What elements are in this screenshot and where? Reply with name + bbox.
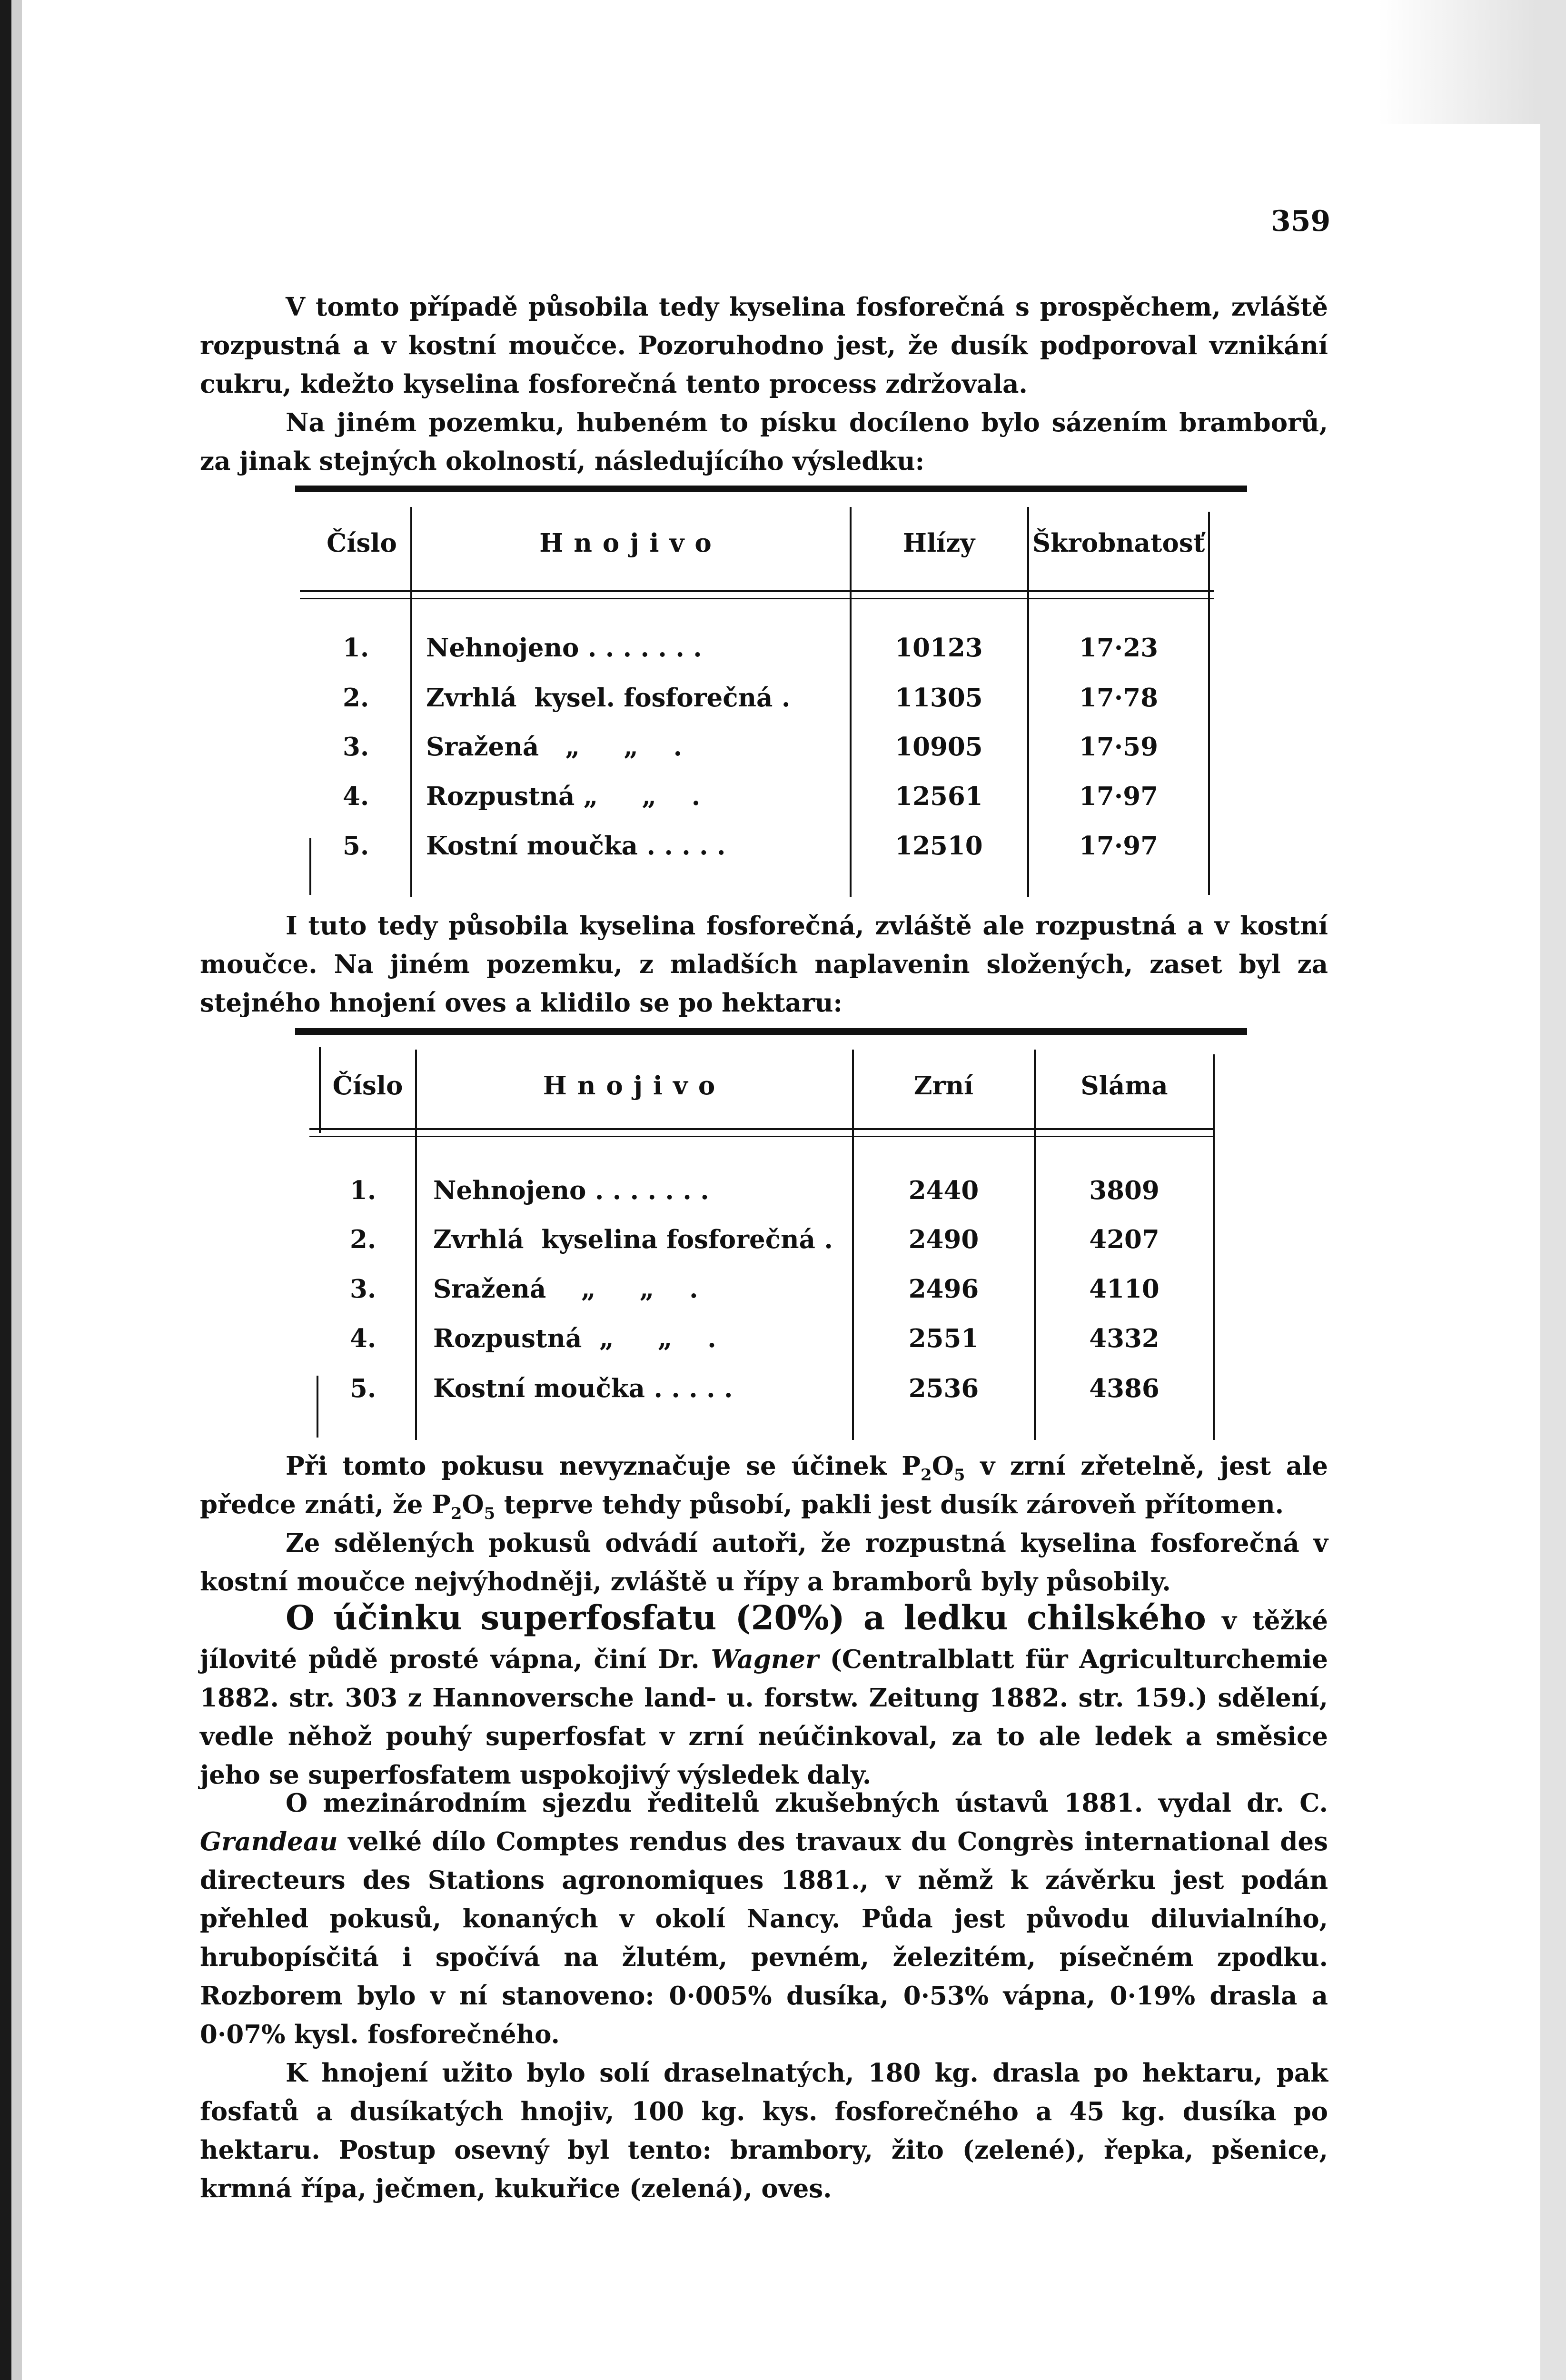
table1-row2-starch: 17·78 bbox=[1079, 683, 1158, 713]
paragraph-4: Při tomto pokusu nevyznačuje se účinek $P_2O_5$ v zrní zřetelně, jest ale předce znáti, že $P_2O_5$ teprve tehdy působí, pakli jest dusík zároveň přítomen. bbox=[200, 1451, 1328, 1523]
table2-row4-name: Rozpustná „ „ . bbox=[433, 1324, 716, 1353]
paragraph-3: I tuto tedy působila kyselina fosforečná, zvláště ale rozpustná a v kostní moučce. Na jiném pozemku, z mladších naplavenin složených, zaset byl za stejného hnojení oves a klidilo se po hektaru: bbox=[200, 911, 1328, 1018]
table1-row3-no: 3. bbox=[343, 732, 369, 762]
table2-row4-grain: 2551 bbox=[908, 1324, 979, 1353]
table1-row3-starch: 17·59 bbox=[1079, 732, 1158, 762]
table1-row1-name: Nehnojeno . . . . . . . bbox=[426, 633, 702, 663]
table2-row3-name: Sražená „ „ . bbox=[433, 1274, 698, 1304]
table2-row5-straw: 4386 bbox=[1089, 1374, 1160, 1403]
paragraph-2: Na jiném pozemku, hubeném to písku docíleno bylo sázením bramborů, za jinak stejných okolností, následujícího výsledku: bbox=[200, 408, 1328, 476]
table2-header-straw: Sláma bbox=[1080, 1071, 1168, 1101]
table2-row2-no: 2. bbox=[350, 1225, 377, 1254]
section-lead-heading: O účinku superfosfatu (20%) a ledku chilského bbox=[286, 1598, 1206, 1637]
table2-row5-grain: 2536 bbox=[908, 1374, 979, 1403]
table2-header-grain: Zrní bbox=[913, 1071, 974, 1101]
table1-header-fertilizer: Hnojivo bbox=[539, 528, 722, 558]
table2-row4-no: 4. bbox=[350, 1324, 377, 1353]
book-spine-shadow bbox=[0, 0, 11, 2380]
table1-row1-starch: 17·23 bbox=[1079, 633, 1158, 663]
table2-row2-grain: 2490 bbox=[908, 1225, 979, 1254]
table1-row4-name: Rozpustná „ „ . bbox=[426, 782, 701, 811]
paragraph-7: O mezinárodním sjezdu ředitelů zkušebných ústavů 1881. vydal dr. C. Grandeau velké dílo Comptes rendus des travaux du Congrès international des directeurs des Stations agronomiques 1881., v němž k závěrku jest podán přehled pokusů, konaných v okolí Nancy. Půda jest původu diluvialního, hrubopísčitá i spočívá na žlutém, pevném, železitém, písečném zpodku. Rozborem bylo v ní stanoveno: 0·005% dusíka, 0·53% vápna, 0·19% drasla a 0·07% kysl. fosforečného. bbox=[200, 1788, 1328, 2049]
table2-row1-straw: 3809 bbox=[1089, 1176, 1160, 1205]
table1-row2-name: Zvrhlá kysel. fosforečná . bbox=[426, 683, 791, 713]
table2-header-number: Číslo bbox=[332, 1071, 403, 1101]
table1-row1-no: 1. bbox=[343, 633, 369, 663]
table2-row3-straw: 4110 bbox=[1089, 1274, 1160, 1304]
table1-row2-no: 2. bbox=[343, 683, 369, 713]
paragraph-1: V tomto případě působila tedy kyselina fosforečná s prospěchem, zvláště rozpustná a v kostní moučce. Pozoruhodno jest, že dusík podporoval vznikání cukru, kdežto kyselina fosforečná tento process zdržovala. bbox=[200, 292, 1328, 399]
table2-row2-straw: 4207 bbox=[1089, 1225, 1160, 1254]
table2-row3-no: 3. bbox=[350, 1274, 377, 1304]
table1-row3-name: Sražená „ „ . bbox=[426, 732, 683, 762]
table2-row1-name: Nehnojeno . . . . . . . bbox=[433, 1176, 709, 1205]
table1-row5-starch: 17·97 bbox=[1079, 831, 1158, 861]
paragraph-5: Ze sdělených pokusů odvádí autoři, že rozpustná kyselina fosforečná v kostní moučce nejvýhodněji, zvláště u řípy a bramborů byly působily. bbox=[200, 1528, 1328, 1597]
table2-row2-name: Zvrhlá kyselina fosforečná . bbox=[433, 1225, 833, 1254]
table1-header-starch: Škrobnatosť bbox=[1032, 528, 1205, 558]
paragraph-6: O účinku superfosfatu (20%) a ledku chilského v těžké jílovité půdě prosté vápna, činí Dr. Wagner (Centralblatt für Agriculturchemie 1882. str. 303 z Hannoversche land- u. forstw. Zeitung 1882. str. 159.) sdělení, vedle něhož pouhý superfosfat v zrní neúčinkoval, za to ale ledek a směsice jeho se superfosfatem uspokojivý výsledek daly. bbox=[200, 1598, 1328, 1790]
page-edge bbox=[1540, 0, 1566, 2380]
table1-row5-name: Kostní moučka . . . . . bbox=[426, 831, 726, 861]
table1-row2-tubers: 11305 bbox=[895, 683, 983, 713]
table1-row5-no: 5. bbox=[343, 831, 369, 861]
table2-row5-name: Kostní moučka . . . . . bbox=[433, 1374, 733, 1403]
table1-row1-tubers: 10123 bbox=[895, 633, 983, 663]
table2-row4-straw: 4332 bbox=[1089, 1324, 1160, 1353]
table1-row4-starch: 17·97 bbox=[1079, 782, 1158, 811]
table2-row5-no: 5. bbox=[350, 1374, 377, 1403]
table2-row3-grain: 2496 bbox=[908, 1274, 979, 1304]
table1-header-number: Číslo bbox=[327, 528, 397, 558]
table2-row1-no: 1. bbox=[350, 1176, 377, 1205]
table1-row5-tubers: 12510 bbox=[895, 831, 983, 861]
table1-row4-no: 4. bbox=[343, 782, 369, 811]
table2-header-fertilizer: Hnojivo bbox=[543, 1071, 726, 1101]
table1-row4-tubers: 12561 bbox=[895, 782, 983, 811]
page-number: 359 bbox=[1271, 205, 1331, 238]
table2-row1-grain: 2440 bbox=[908, 1176, 979, 1205]
book-gutter bbox=[11, 0, 22, 2380]
table1-row3-tubers: 10905 bbox=[895, 732, 983, 762]
table1-header-tubers: Hlízy bbox=[902, 528, 975, 558]
scan-shadow bbox=[1378, 0, 1540, 124]
paragraph-8: K hnojení užito bylo solí draselnatých, 180 kg. drasla po hektaru, pak fosfatů a dusíkatých hnojiv, 100 kg. kys. fosforečného a 45 kg. dusíka po hektaru. Postup osevný byl tento: brambory, žito (zelené), řepka, pšenice, krmná řípa, ječmen, kukuřice (zelená), oves. bbox=[200, 2058, 1328, 2203]
